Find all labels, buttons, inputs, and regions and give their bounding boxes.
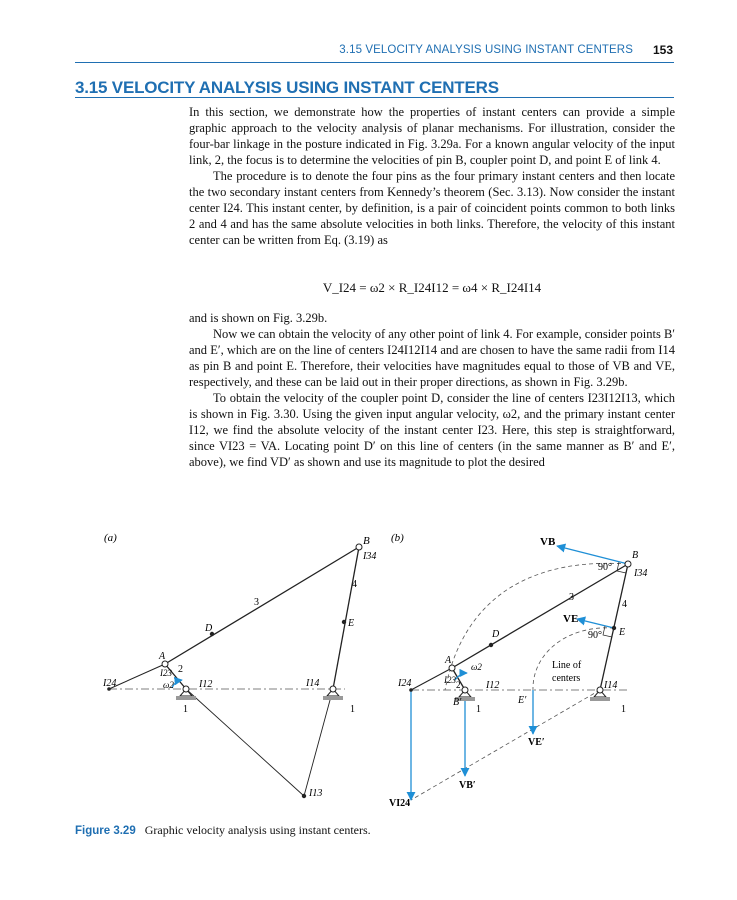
panel-b-label: (b): [391, 532, 404, 544]
ground-pivot-i12: [176, 686, 196, 700]
label-link-2: 2: [456, 680, 461, 690]
label-i24: I24: [103, 678, 117, 689]
panel-a-label: (a): [104, 532, 117, 544]
label-i23: I23: [160, 668, 172, 678]
line-i24-a: [109, 664, 165, 689]
label-i34: I34: [634, 568, 648, 579]
label-ve: VE: [563, 613, 579, 625]
figure-caption-text: Graphic velocity analysis using instant centers.: [144, 823, 371, 837]
equation-text: V_I24 = ω2 × R_I24I12 = ω4 × R_I24I14: [322, 280, 542, 295]
velocity-gradient-line: [411, 690, 600, 800]
point-e: [612, 626, 616, 630]
label-link-4: 4: [352, 579, 357, 590]
label-link-2: 2: [178, 664, 183, 675]
page-number: 153: [652, 43, 673, 57]
paragraph: To obtain the velocity of the coupler point D, consider the line of centers I23I12I13, which is shown in Fig. 3.30. Using the given input angular velocity, ω2, and the primary instant center I12, we find the absolute velocity of the instant center I23. Here, this step is straightforward, since VI23 = VA. Locating point D′ on this line of centers (in the same manner as B′ and E′, above), we find VD′ as shown and use its magnitude to plot the desired: [189, 391, 675, 469]
figure-caption: [75, 823, 371, 838]
label-a: A: [445, 655, 452, 666]
pin-b: [356, 544, 362, 550]
label-i14: I14: [306, 678, 320, 689]
label-d: D: [205, 623, 213, 634]
label-link-3: 3: [254, 597, 259, 608]
label-bprime: B′: [453, 697, 462, 708]
label-ground-1a: 1: [476, 704, 481, 715]
label-ground-1a: 1: [183, 704, 188, 715]
point-d: [489, 643, 493, 647]
label-i13: I13: [309, 788, 323, 799]
label-link-4: 4: [622, 599, 627, 610]
figure-caption-label: Figure 3.29: [75, 825, 136, 837]
label-eprime: E′: [518, 695, 527, 706]
label-a: A: [159, 651, 166, 662]
label-vb: VB: [540, 536, 556, 548]
paragraph: and is shown on Fig. 3.29b.: [189, 311, 328, 325]
link-4: [333, 547, 359, 689]
label-90-e: 90°: [588, 630, 602, 641]
vector-vb: [557, 546, 628, 564]
line-i14-i13: [304, 689, 333, 796]
label-i12: I12: [199, 679, 213, 690]
label-i14: I14: [604, 680, 618, 691]
label-b: B: [363, 535, 370, 547]
line-i12-i13: [186, 689, 304, 796]
label-d: D: [492, 629, 500, 640]
panel-a: [102, 532, 376, 799]
label-e: E: [619, 627, 626, 638]
paragraph: Now we can obtain the velocity of any other point of link 4. For example, consider points B′ and E′, which are on the line of centers I24I12I14 and are chosen to have the same radii from I14 as pin B and point E. Therefore, their velocities have magnitudes equal to those of VB and VE, respectively, and these can be laid out in their proper directions, as shown in Fig. 3.29b.: [189, 327, 676, 389]
running-head-title: 3.15 VELOCITY ANALYSIS USING INSTANT CENTERS: [339, 44, 633, 56]
section-heading: 3.15 VELOCITY ANALYSIS USING INSTANT CENTERS: [75, 78, 499, 97]
link-3: [165, 547, 359, 664]
label-link-3: 3: [569, 592, 574, 603]
label-90-b: 90°: [598, 562, 612, 573]
vector-ve: [577, 619, 614, 628]
label-i24: I24: [398, 678, 412, 689]
label-e: E: [348, 618, 355, 629]
label-i34: I34: [363, 551, 377, 562]
label-i23: I23: [444, 675, 456, 685]
point-e: [342, 620, 346, 624]
label-omega2: ω2: [163, 680, 174, 690]
label-vbprime: VB′: [459, 780, 476, 791]
label-vi24: VI24: [389, 798, 411, 809]
label-b: B: [632, 550, 639, 561]
ground-pivot-i14: [323, 686, 343, 700]
paragraph: The procedure is to denote the four pins as the four primary instant centers and then locate the two secondary instant centers from Kennedy’s theorem (Sec. 3.13). Now consider the instant center I24. This instant center, by definition, is a pair of coincident points common to both links 2 and 4 and has the same absolute velocities in both links. Therefore, the velocity of this instant center can be written from Eq. (3.19) as: [189, 169, 675, 247]
label-line-of: Line of: [552, 660, 582, 671]
label-centers: centers: [552, 673, 581, 684]
label-ground-1b: 1: [621, 704, 626, 715]
paragraph: In this section, we demonstrate how the properties of instant centers can provide a simple graphic approach to the velocity analysis of planar mechanisms. For illustration, consider the four-bar linkage in the posture indicated in Fig. 3.29a. For a known angular velocity of the input link, 2, the focus is to determine the velocities of pin B, coupler point D, and point E of link 4.: [189, 105, 675, 167]
panel-b: [389, 532, 647, 809]
label-i12: I12: [486, 680, 500, 691]
label-omega2: ω2: [471, 662, 482, 672]
pin-b: [625, 561, 631, 567]
point-i13: [302, 794, 306, 798]
label-veprime: VE′: [528, 737, 545, 748]
label-ground-1b: 1: [350, 704, 355, 715]
